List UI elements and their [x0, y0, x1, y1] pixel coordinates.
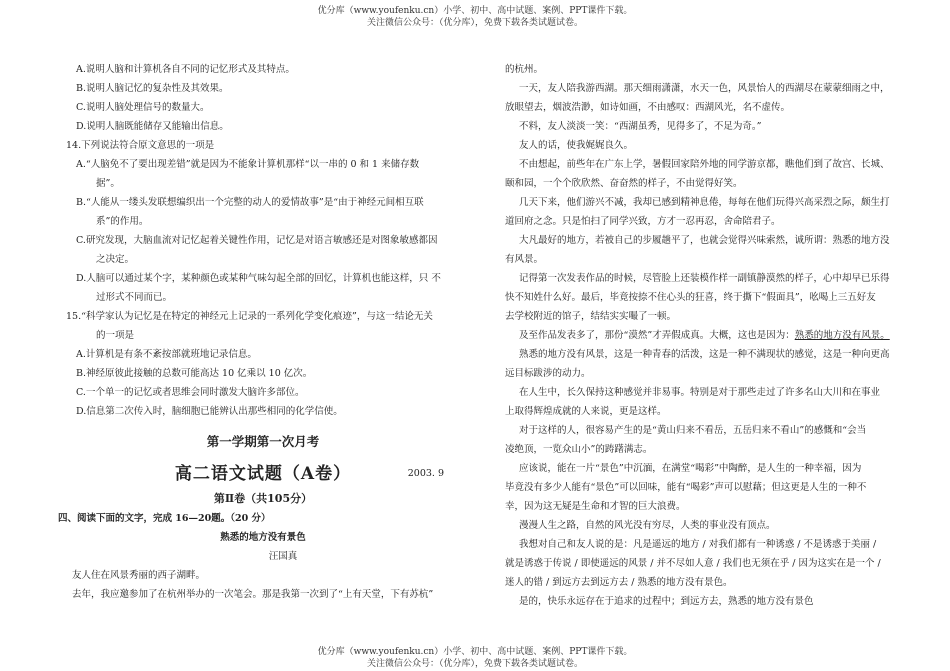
q13-option-b: B.说明人脑记忆的复杂性及其效果。: [76, 83, 229, 94]
essay-line: 放眼望去，烟波浩渺，如诗如画，不由感叹：西湖风光，名不虚传。: [505, 102, 791, 113]
q15-stem: 15.“科学家认为记忆是在特定的神经元上记录的一系列化学变化痕迹”，与这一结论无关: [66, 311, 433, 322]
essay-paragraph: 去年，我应邀参加了在杭州举办的一次笔会。那是我第一次到了“上有天堂，下有苏杭”: [72, 589, 434, 600]
footer-line-2: 关注微信公众号：（优分库），免费下载各类试题试卷。: [366, 659, 583, 669]
essay-line: 的杭州。: [505, 64, 544, 75]
essay-line: 颐和园，一个个欣欣然、奋奋然的样子，不由觉得好笑。: [505, 178, 743, 189]
essay-line: 大凡最好的地方，若被自己的步履趟平了，也就会觉得兴味索然，诚所谓：熟悉的地方没: [519, 235, 890, 246]
essay-line: 就是诱惑于传说 / 即使遥远的风景 / 并不尽如人意 / 我们也无须在乎 / 因为这实在是一个 /: [505, 558, 881, 569]
q14-stem: 14.下列说法符合原文意思的一项是: [66, 140, 215, 151]
section-heading: 四、阅读下面的文字，完成 16—20题。（20 分）: [58, 513, 271, 524]
essay-line: 幸，因为这无疑是生命和才智的巨大浪费。: [505, 501, 686, 512]
q14-option-b-cont: 系”的作用。: [96, 216, 149, 227]
footer-line-1: 优分库（www.youfenku.cn）小学、初中、高中试题、案例、PPT课件下载。: [317, 647, 633, 657]
page-header: [0, 5, 950, 29]
q15-option-d: D.信息第二次传入时，脑细胞已能辨认出那些相同的化学信使。: [76, 406, 343, 417]
q14-option-a-cont: 据”。: [96, 178, 120, 189]
q15-stem-cont: 的一项是: [96, 330, 135, 341]
essay-line: 凌绝顶，一览众山小”的踌躇满志。: [505, 444, 653, 455]
essay-line: 去学校附近的馆子，结结实实嘬了一顿。: [505, 311, 677, 322]
essay-line: 对于这样的人，很容易产生的是“黄山归来不看岳，五岳归来不看山”的感慨和“会当: [519, 425, 867, 436]
left-column: [58, 60, 468, 604]
essay-line: 毕竟没有多少人能有“景色”可以回味，能有“喝彩”声可以慰藉；但这更是人生的一种不: [505, 482, 867, 493]
q14-option-c: C.研究发现，大脑血流对记忆起着关键性作用，记忆是对语言敏感还是对图象敏感都因: [76, 235, 438, 246]
essay-line: 我想对自己和友人说的是：凡是遥远的地方 / 对我们都有一种诱惑 / 不是诱惑于美丽 /: [519, 539, 877, 550]
q14-option-b: B.“人能从一缕头发联想编织出一个完整的动人的爱情故事”是“由于神经元间相互联: [76, 197, 424, 208]
q13-option-d: D.说明人脑既能储存又能输出信息。: [76, 121, 229, 132]
essay-line-text: 及至作品发表多了，那份“漠然”才弄假成真。大概，这也是因为：: [519, 330, 795, 341]
essay-line: 有风景。: [505, 254, 544, 265]
exam-subtitle-row: [58, 459, 468, 489]
exam-subtitle: 高二语文试题（A卷）: [174, 464, 352, 484]
q15-option-c: C.一个单一的记忆或者思维会同时激发大脑许多部位。: [76, 387, 305, 398]
essay-author: 汪国真: [268, 551, 298, 562]
essay-line: [505, 326, 913, 345]
essay-line: 在人生中，长久保持这种感觉并非易事。特别是对于那些走过了许多名山大川和在事业: [519, 387, 881, 398]
essay-line: 漫漫人生之路，自然的风光没有穷尽，人类的事业没有顶点。: [519, 520, 776, 531]
essay-line: 不料，友人淡淡一笑：“西湖虽秀，见得多了，不足为奇。”: [519, 121, 762, 132]
essay-line: 是的，快乐永远存在于追求的过程中；到远方去，熟悉的地方没有景色: [519, 596, 814, 607]
part-title: 第Ⅱ卷（共105分）: [213, 492, 313, 505]
essay-line: 应该说，能在一片“景色”中沉湎，在满堂“喝彩”中陶醉，是人生的一种幸福，因为: [519, 463, 862, 474]
underlined-phrase: 熟悉的地方没有风景。: [794, 330, 890, 341]
q14-option-d: D.人脑可以通过某个字，某种颜色或某种气味勾起全部的回忆，计算机也能这样，只 不: [76, 273, 441, 284]
essay-line: 熟悉的地方没有风景，这是一种青春的活泼，这是一种不满现状的感觉，这是一种向更高: [519, 349, 890, 360]
exam-date: 2003. 9: [407, 468, 444, 479]
essay-line: 几天下来，他们游兴不减，我却已感到精神息倦，每每在他们玩得兴高采烈之际，颇生打: [519, 197, 890, 208]
q13-option-a: A.说明人脑和计算机各自不同的记忆形式及其特点。: [76, 64, 295, 75]
q14-option-d-cont: 过形式不同而已。: [96, 292, 173, 303]
q15-option-b: B.神经原彼此接触的总数可能高达 10 亿乘以 10 亿次。: [76, 368, 313, 379]
essay-line: 快不知姓什么好。最后，毕竟按捺不住心头的狂喜，终于撕下“假面具”，吆喝上三五好友: [505, 292, 876, 303]
header-line-2: 关注微信公众号：（优分库），免费下载各类试题试卷。: [366, 18, 583, 28]
q13-option-c: C.说明人脑处理信号的数量大。: [76, 102, 210, 113]
essay-line: 远目标跋涉的动力。: [505, 368, 591, 379]
essay-paragraph: 友人住在风景秀丽的西子湖畔。: [72, 570, 206, 581]
essay-line: 道回府之念。只是怕扫了同学兴致，方才一忍再忍，舍命陪君子。: [505, 216, 781, 227]
essay-line: 上取得辉煌成就的人来说，更是这样。: [505, 406, 667, 417]
essay-line: 记得第一次发表作品的时候，尽管脸上还装模作样一副镇静漠然的样子，心中却早已乐得: [519, 273, 890, 284]
q14-option-c-cont: 之决定。: [96, 254, 135, 265]
essay-line: 一天，友人陪我游西湖。那天细雨潇潇，水天一色，风景怡人的西湖尽在蒙蒙细雨之中，: [519, 83, 890, 94]
essay-line: 迷人的错 / 到远方去到远方去 / 熟悉的地方没有景色。: [505, 577, 733, 588]
page-footer: [0, 646, 950, 670]
header-line-1: 优分库（www.youfenku.cn）小学、初中、高中试题、案例、PPT课件下载。: [317, 6, 633, 16]
q15-option-a: A.计算机是有条不紊按部就班地记录信息。: [76, 349, 257, 360]
essay-title: 熟悉的地方没有景色: [220, 532, 306, 543]
exam-title: 第一学期第一次月考: [206, 434, 320, 449]
right-column: [505, 60, 913, 611]
q14-option-a: A.“人脑免不了要出现差错”就是因为不能象计算机那样“以一串的 0 和 1 来储存数: [76, 159, 420, 170]
essay-line: 不由想起，前些年在广东上学，暑假回家陪外地的同学游京都，瞧他们到了故宫、长城、: [519, 159, 890, 170]
essay-line: 友人的话，使我娓娓良久。: [519, 140, 634, 151]
